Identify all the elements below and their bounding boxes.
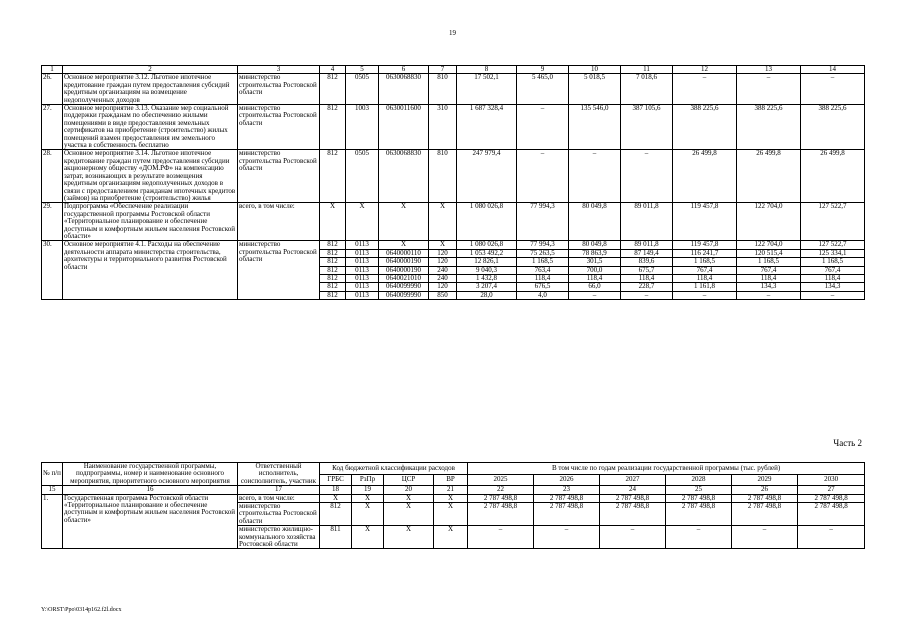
value-cell: 388 225,6	[737, 105, 801, 150]
csr-cell: 0640000190	[379, 266, 429, 274]
vr-cell: X	[429, 203, 457, 241]
table-row	[42, 105, 865, 150]
header-year: 2030	[798, 474, 865, 486]
rzpr-cell: 0113	[346, 283, 379, 291]
value-cell: 89 011,8	[621, 241, 673, 249]
row-executor: министерство строительства Ростовской области	[238, 503, 320, 526]
vr-cell: 310	[429, 105, 457, 150]
value-cell: 1 168,5	[737, 258, 801, 266]
value-cell: 26 499,8	[801, 150, 865, 203]
header-year: 2027	[600, 474, 666, 486]
grbs-cell: 812	[320, 241, 346, 249]
value-cell: –	[600, 526, 666, 549]
rzpr-cell: X	[352, 494, 384, 502]
value-cell: 767,4	[673, 266, 737, 274]
col-num: 11	[621, 66, 673, 74]
header-year: 2026	[534, 474, 600, 486]
vr-cell: X	[434, 526, 468, 549]
vr-cell: 850	[429, 291, 457, 299]
value-cell: 1 168,5	[517, 258, 569, 266]
col-num: 25	[666, 486, 732, 494]
col-num: 27	[798, 486, 865, 494]
grbs-cell: 812	[320, 150, 346, 203]
csr-cell: X	[379, 241, 429, 249]
header-rzpr: РзПр	[352, 474, 384, 486]
header-year: 2028	[666, 474, 732, 486]
value-cell: 119 457,8	[673, 203, 737, 241]
grbs-cell: 811	[320, 526, 352, 549]
col-num: 3	[238, 66, 320, 74]
col-num: 23	[534, 486, 600, 494]
col-num: 24	[600, 486, 666, 494]
csr-cell: 0640099990	[379, 283, 429, 291]
value-cell: –	[673, 74, 737, 105]
value-cell: 28,0	[457, 291, 517, 299]
value-cell: 118,4	[737, 274, 801, 282]
value-cell: 228,7	[621, 283, 673, 291]
col-num: 20	[384, 486, 434, 494]
header-year: 2029	[732, 474, 798, 486]
value-cell: 2 787 498,8	[600, 494, 666, 502]
csr-cell: 0640000110	[379, 249, 429, 257]
row-number: 29.	[42, 203, 63, 241]
row-executor: министерство строительства Ростовской области	[238, 150, 320, 203]
rzpr-cell: 0113	[346, 266, 379, 274]
value-cell: 301,5	[569, 258, 621, 266]
row-executor: министерство строительства Ростовской области	[238, 241, 320, 300]
col-num: 1	[42, 66, 63, 74]
col-num: 9	[517, 66, 569, 74]
col-num: 22	[468, 486, 534, 494]
col-num: 14	[801, 66, 865, 74]
rzpr-cell: 0113	[346, 241, 379, 249]
rzpr-cell: X	[352, 526, 384, 549]
value-cell: 5 018,5	[569, 74, 621, 105]
rzpr-cell: 0113	[346, 274, 379, 282]
value-cell: 75 263,5	[517, 249, 569, 257]
rzpr-cell: 0113	[346, 258, 379, 266]
row-name: Основное мероприятие 3.12. Льготное ипотечное кредитование граждан путем предоставления субсидий кредитным организациям на возмещение недополученных доходов	[63, 74, 238, 105]
vr-cell: 240	[429, 274, 457, 282]
value-cell: 2 787 498,8	[534, 503, 600, 526]
row-executor: министерство строительства Ростовской области	[238, 105, 320, 150]
value-cell: 66,0	[569, 283, 621, 291]
col-num: 26	[732, 486, 798, 494]
row-executor: всего, в том числе:	[238, 203, 320, 241]
col-num: 2	[63, 66, 238, 74]
vr-cell: 810	[429, 150, 457, 203]
value-cell: 1 080 026,8	[457, 203, 517, 241]
value-cell: 2 787 498,8	[468, 503, 534, 526]
header-grbs: ГРБС	[320, 474, 352, 486]
row-number: 28.	[42, 150, 63, 203]
csr-cell: 0630068830	[379, 150, 429, 203]
grbs-cell: X	[320, 494, 352, 502]
col-num: 18	[320, 486, 352, 494]
value-cell: 3 207,4	[457, 283, 517, 291]
budget-table-part2	[41, 462, 865, 549]
value-cell: 388 225,6	[673, 105, 737, 150]
value-cell: 12 826,1	[457, 258, 517, 266]
value-cell: –	[569, 150, 621, 203]
value-cell: 2 787 498,8	[798, 503, 865, 526]
col-num: 7	[429, 66, 457, 74]
csr-cell: 0640000190	[379, 258, 429, 266]
row-name: Основное мероприятие 3.13. Оказание мер социальной поддержки гражданам по обеспечению жилыми помещениями в виде предоставления земельных сертификатов на приобретение (строительство) жилых помещений взамен предоставления им земельного участка в собственность бесплатно	[63, 105, 238, 150]
value-cell: –	[801, 74, 865, 105]
table-row	[42, 494, 865, 502]
header-years: В том числе по годам реализации государственной программы (тыс. рублей)	[468, 463, 865, 475]
row-number: 27.	[42, 105, 63, 150]
budget-table-part1	[41, 65, 865, 300]
value-cell: –	[569, 291, 621, 299]
table-row	[42, 74, 865, 105]
value-cell: 77 994,3	[517, 203, 569, 241]
vr-cell: 120	[429, 249, 457, 257]
value-cell: 1 168,5	[801, 258, 865, 266]
grbs-cell: 812	[320, 266, 346, 274]
header-budget-code: Код бюджетной классификации расходов	[320, 463, 468, 475]
value-cell: 2 787 498,8	[732, 503, 798, 526]
value-cell: 118,4	[673, 274, 737, 282]
value-cell: 17 502,1	[457, 74, 517, 105]
value-cell: 1 168,5	[673, 258, 737, 266]
col-num: 8	[457, 66, 517, 74]
header-number: № п/п	[42, 463, 63, 486]
value-cell: 2 787 498,8	[732, 494, 798, 502]
value-cell: 2 787 498,8	[798, 494, 865, 502]
vr-cell: 120	[429, 283, 457, 291]
value-cell: 80 049,8	[569, 203, 621, 241]
grbs-cell: 812	[320, 274, 346, 282]
col-num: 5	[346, 66, 379, 74]
value-cell: 2 787 498,8	[600, 503, 666, 526]
col-num: 15	[42, 486, 63, 494]
row-number: 26.	[42, 74, 63, 105]
col-num: 10	[569, 66, 621, 74]
value-cell: 839,6	[621, 258, 673, 266]
header-vr: ВР	[434, 474, 468, 486]
value-cell: 763,4	[517, 266, 569, 274]
value-cell: 118,4	[517, 274, 569, 282]
footer-file-path: Y:\ORST\Ppo\0314p162.f2l.docx	[41, 607, 122, 613]
value-cell: 9 040,3	[457, 266, 517, 274]
vr-cell: X	[429, 241, 457, 249]
csr-cell: 0640021010	[379, 274, 429, 282]
rzpr-cell: 0505	[346, 150, 379, 203]
table-row	[42, 203, 865, 241]
value-cell: 26 499,8	[673, 150, 737, 203]
value-cell: 700,0	[569, 266, 621, 274]
col-num: 12	[673, 66, 737, 74]
value-cell: 120 515,4	[737, 249, 801, 257]
col-num: 6	[379, 66, 429, 74]
value-cell: 388 225,6	[801, 105, 865, 150]
value-cell: –	[621, 150, 673, 203]
value-cell: –	[666, 526, 732, 549]
value-cell: 2 787 498,8	[468, 494, 534, 502]
part-2-heading: Часть 2	[833, 438, 862, 448]
col-num: 17	[238, 486, 320, 494]
rzpr-cell: X	[352, 503, 384, 526]
value-cell: 767,4	[737, 266, 801, 274]
value-cell: –	[673, 291, 737, 299]
vr-cell: 120	[429, 258, 457, 266]
header-year: 2025	[468, 474, 534, 486]
value-cell: 127 522,7	[801, 241, 865, 249]
value-cell: 89 011,8	[621, 203, 673, 241]
value-cell: –	[468, 526, 534, 549]
vr-cell: 240	[429, 266, 457, 274]
value-cell: 127 522,7	[801, 203, 865, 241]
value-cell: 78 863,9	[569, 249, 621, 257]
value-cell: –	[737, 74, 801, 105]
header-executor: Ответственный исполнитель, соисполнитель, участник	[238, 463, 320, 486]
value-cell: 676,5	[517, 283, 569, 291]
csr-cell: X	[384, 526, 434, 549]
table-row	[42, 241, 865, 249]
value-cell: 1 053 492,2	[457, 249, 517, 257]
row-executor: министерство жилищно-коммунального хозяйства Ростовской области	[238, 526, 320, 549]
value-cell: 119 457,8	[673, 241, 737, 249]
value-cell: 2 787 498,8	[666, 494, 732, 502]
row-number: 1.	[42, 494, 63, 549]
value-cell: 118,4	[569, 274, 621, 282]
row-executor: всего, в том числе:	[238, 494, 320, 502]
value-cell: 134,3	[737, 283, 801, 291]
value-cell: –	[621, 291, 673, 299]
header-row	[42, 463, 865, 475]
csr-cell: X	[384, 503, 434, 526]
csr-cell: X	[379, 203, 429, 241]
value-cell: 767,4	[801, 266, 865, 274]
row-name: Подпрограмма «Обеспечение реализации государственной программы Ростовской области «Территориальное планирование и обеспечение доступным и комфортным жильем населения Ростовской области»	[63, 203, 238, 241]
rzpr-cell: X	[346, 203, 379, 241]
rzpr-cell: 0505	[346, 74, 379, 105]
value-cell: 675,7	[621, 266, 673, 274]
value-cell: 387 105,6	[621, 105, 673, 150]
grbs-cell: 812	[320, 249, 346, 257]
table-row	[42, 150, 865, 203]
csr-cell: X	[384, 494, 434, 502]
page-number: 19	[449, 29, 456, 37]
value-cell: 125 334,1	[801, 249, 865, 257]
vr-cell: X	[434, 494, 468, 502]
col-num: 21	[434, 486, 468, 494]
row-name: Государственная программа Ростовской области «Территориальное планирование и обеспечение доступным и комфортным жильем населения Ростовской области»	[63, 494, 238, 549]
value-cell: 118,4	[801, 274, 865, 282]
row-name: Основное мероприятие 3.14. Льготное ипотечное кредитование граждан путем предоставления субсидии акционерному обществу «ДОМ.РФ» на компенсацию затрат, возникающих в результате возмещения кредитным организациям недополученных доходов в связи с предоставлением гражданам ипотечных кредитов (займов) на приобретение (строительство) жилья	[63, 150, 238, 203]
csr-cell: 0630011600	[379, 105, 429, 150]
value-cell: 1 080 026,8	[457, 241, 517, 249]
value-cell: –	[517, 105, 569, 150]
vr-cell: X	[434, 503, 468, 526]
col-num: 19	[352, 486, 384, 494]
vr-cell: 810	[429, 74, 457, 105]
value-cell: –	[801, 291, 865, 299]
grbs-cell: 812	[320, 258, 346, 266]
value-cell: 118,4	[621, 274, 673, 282]
rzpr-cell: 1003	[346, 105, 379, 150]
value-cell: 26 499,8	[737, 150, 801, 203]
value-cell: 77 994,3	[517, 241, 569, 249]
value-cell: –	[798, 526, 865, 549]
value-cell: –	[534, 526, 600, 549]
value-cell: 1 432,8	[457, 274, 517, 282]
col-num: 4	[320, 66, 346, 74]
value-cell: 1 161,8	[673, 283, 737, 291]
value-cell: 122 704,0	[737, 203, 801, 241]
grbs-cell: 812	[320, 291, 346, 299]
csr-cell: 0640099990	[379, 291, 429, 299]
header-csr: ЦСР	[384, 474, 434, 486]
rzpr-cell: 0113	[346, 291, 379, 299]
csr-cell: 0630068830	[379, 74, 429, 105]
value-cell: 2 787 498,8	[534, 494, 600, 502]
row-name: Основное мероприятие 4.1. Расходы на обеспечение деятельности аппарата министерства строительства, архитектуры и территориального развития Ростовской области	[63, 241, 238, 300]
value-cell: 2 787 498,8	[666, 503, 732, 526]
col-num: 16	[63, 486, 238, 494]
column-number-row	[42, 66, 865, 74]
value-cell: 5 465,0	[517, 74, 569, 105]
header-name: Наименование государственной программы, подпрограммы, номер и наименование основного мероприятия, приоритетного основного мероприятия	[63, 463, 238, 486]
value-cell: –	[517, 150, 569, 203]
grbs-cell: 812	[320, 105, 346, 150]
value-cell: 247 979,4	[457, 150, 517, 203]
col-num: 13	[737, 66, 801, 74]
value-cell: 134,3	[801, 283, 865, 291]
value-cell: 122 704,0	[737, 241, 801, 249]
value-cell: –	[732, 526, 798, 549]
row-number: 30.	[42, 241, 63, 300]
grbs-cell: 812	[320, 74, 346, 105]
grbs-cell: X	[320, 203, 346, 241]
value-cell: 80 049,8	[569, 241, 621, 249]
value-cell: 7 018,6	[621, 74, 673, 105]
grbs-cell: 812	[320, 283, 346, 291]
value-cell: 4,0	[517, 291, 569, 299]
value-cell: –	[737, 291, 801, 299]
value-cell: 135 546,0	[569, 105, 621, 150]
value-cell: 87 149,4	[621, 249, 673, 257]
rzpr-cell: 0113	[346, 249, 379, 257]
grbs-cell: 812	[320, 503, 352, 526]
value-cell: 116 241,7	[673, 249, 737, 257]
column-number-row	[42, 486, 865, 494]
value-cell: 1 687 328,4	[457, 105, 517, 150]
row-executor: министерство строительства Ростовской области	[238, 74, 320, 105]
